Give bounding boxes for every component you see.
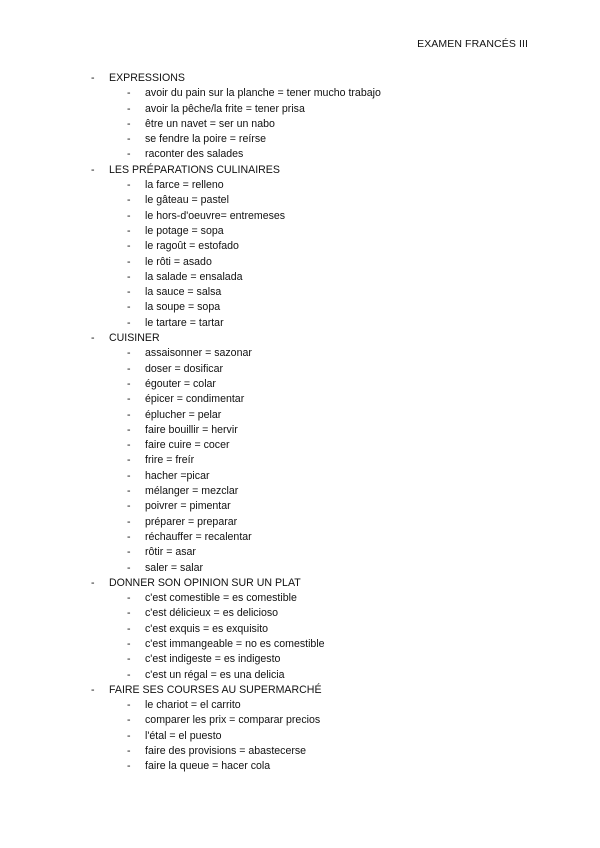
- document-header-title: EXAMEN FRANCÉS III: [417, 38, 528, 50]
- list-item: [0, 622, 600, 637]
- list-item: [0, 408, 600, 423]
- vocab-entry: poivrer = pimentar: [145, 500, 231, 513]
- bullet-dash: -: [127, 408, 131, 421]
- list-item: [0, 469, 600, 484]
- bullet-dash: -: [127, 102, 131, 115]
- bullet-dash: -: [127, 377, 131, 390]
- vocab-entry: faire cuire = cocer: [145, 439, 230, 452]
- bullet-dash: -: [127, 760, 131, 773]
- vocab-entry: le ragoût = estofado: [145, 240, 239, 253]
- list-item: [0, 285, 600, 300]
- vocab-entry: le rôti = asado: [145, 255, 212, 268]
- bullet-dash: -: [127, 607, 131, 620]
- list-item: [0, 515, 600, 530]
- list-item: [0, 637, 600, 652]
- bullet-dash: -: [127, 362, 131, 375]
- bullet-dash: -: [127, 515, 131, 528]
- vocab-entry: doser = dosificar: [145, 362, 224, 375]
- section-heading: [0, 331, 600, 346]
- list-item: [0, 239, 600, 254]
- vocab-entry: préparer = preparar: [145, 515, 238, 528]
- bullet-dash: -: [91, 72, 95, 84]
- list-item: [0, 591, 600, 606]
- vocab-entry: mélanger = mezclar: [145, 485, 239, 498]
- bullet-dash: -: [127, 240, 131, 253]
- list-item: [0, 346, 600, 361]
- vocab-entry: la salade = ensalada: [145, 270, 243, 283]
- list-item: [0, 484, 600, 499]
- vocab-entry: assaisonner = sazonar: [145, 347, 252, 360]
- bullet-dash: -: [127, 439, 131, 452]
- bullet-dash: -: [127, 546, 131, 559]
- bullet-dash: -: [127, 347, 131, 360]
- vocab-entry: le chariot = el carrito: [145, 699, 241, 712]
- list-item: [0, 759, 600, 774]
- list-item: [0, 300, 600, 315]
- vocab-entry: c'est exquis = es exquisito: [145, 622, 269, 635]
- vocab-entry: égouter = colar: [145, 377, 216, 390]
- vocab-entry: éplucher = pelar: [145, 408, 222, 421]
- vocab-entry: rôtir = asar: [145, 546, 196, 559]
- list-item: [0, 147, 600, 162]
- vocab-entry: l'étal = el puesto: [145, 729, 222, 742]
- bullet-dash: -: [127, 194, 131, 207]
- list-item: [0, 270, 600, 285]
- list-item: [0, 117, 600, 132]
- bullet-dash: -: [91, 332, 95, 345]
- vocab-entry: comparer les prix = comparar precios: [145, 714, 321, 727]
- vocab-entry: saler = salar: [145, 561, 203, 574]
- list-item: [0, 224, 600, 239]
- list-item: [0, 561, 600, 576]
- bullet-dash: -: [127, 699, 131, 712]
- list-item: [0, 545, 600, 560]
- vocab-entry: être un navet = ser un nabo: [145, 117, 275, 130]
- list-item: [0, 316, 600, 331]
- vocab-entry: le tartare = tartar: [145, 316, 224, 329]
- vocab-entry: raconter des salades: [145, 148, 244, 161]
- bullet-dash: -: [127, 745, 131, 758]
- bullet-dash: -: [127, 653, 131, 666]
- list-item: [0, 453, 600, 468]
- list-item: [0, 652, 600, 667]
- bullet-dash: -: [127, 469, 131, 482]
- vocab-entry: se fendre la poire = reírse: [145, 133, 267, 146]
- bullet-dash: -: [127, 622, 131, 635]
- vocab-entry: c'est délicieux = es delicioso: [145, 607, 279, 620]
- list-item: [0, 744, 600, 759]
- list-item: [0, 102, 600, 117]
- section-heading: [0, 71, 600, 86]
- bullet-dash: -: [127, 301, 131, 314]
- vocab-entry: hacher =picar: [145, 469, 210, 482]
- bullet-dash: -: [127, 224, 131, 237]
- bullet-dash: -: [91, 683, 95, 696]
- vocab-entry: le gâteau = pastel: [145, 194, 229, 207]
- bullet-dash: -: [91, 576, 95, 589]
- section-title: LES PRÉPARATIONS CULINAIRES: [109, 163, 280, 176]
- section-heading: [0, 576, 600, 591]
- section-title: EXPRESSIONS: [109, 72, 185, 84]
- list-item: [0, 423, 600, 438]
- bullet-dash: -: [127, 117, 131, 130]
- list-item: [0, 499, 600, 514]
- bullet-dash: -: [91, 163, 95, 176]
- vocab-entry: c'est un régal = es una delicia: [145, 668, 285, 681]
- list-item: [0, 438, 600, 453]
- bullet-dash: -: [127, 316, 131, 329]
- section-title: CUISINER: [109, 332, 160, 345]
- list-item: [0, 86, 600, 101]
- bullet-dash: -: [127, 270, 131, 283]
- bullet-dash: -: [127, 561, 131, 574]
- vocab-entry: faire la queue = hacer cola: [145, 760, 271, 773]
- vocab-entry: la soupe = sopa: [145, 301, 221, 314]
- list-item: [0, 132, 600, 147]
- list-item: [0, 362, 600, 377]
- list-item: [0, 209, 600, 224]
- bullet-dash: -: [127, 423, 131, 436]
- bullet-dash: -: [127, 393, 131, 406]
- vocab-entry: faire des provisions = abastecerse: [145, 745, 307, 758]
- bullet-dash: -: [127, 530, 131, 543]
- list-item: [0, 193, 600, 208]
- list-item: [0, 178, 600, 193]
- vocab-entry: avoir la pêche/la frite = tener prisa: [145, 102, 305, 115]
- bullet-dash: -: [127, 729, 131, 742]
- vocab-entry: le potage = sopa: [145, 224, 224, 237]
- vocab-entry: la farce = relleno: [145, 179, 224, 192]
- section-title: FAIRE SES COURSES AU SUPERMARCHÉ: [109, 683, 322, 696]
- vocab-entry: frire = freír: [145, 454, 195, 467]
- section-heading: [0, 683, 600, 698]
- bullet-dash: -: [127, 179, 131, 192]
- bullet-dash: -: [127, 500, 131, 513]
- vocab-entry: la sauce = salsa: [145, 286, 222, 299]
- vocab-entry: avoir du pain sur la planche = tener mucho trabajo: [145, 87, 381, 100]
- list-item: [0, 530, 600, 545]
- list-item: [0, 698, 600, 713]
- bullet-dash: -: [127, 209, 131, 222]
- bullet-dash: -: [127, 87, 131, 100]
- vocab-entry: c'est indigeste = es indigesto: [145, 653, 281, 666]
- list-item: [0, 606, 600, 621]
- bullet-dash: -: [127, 133, 131, 146]
- vocab-entry: le hors-d'oeuvre= entremeses: [145, 209, 286, 222]
- vocab-entry: c'est comestible = es comestible: [145, 592, 297, 605]
- list-item: [0, 668, 600, 683]
- vocab-entry: épicer = condimentar: [145, 393, 245, 406]
- list-item: [0, 377, 600, 392]
- section-title: DONNER SON OPINION SUR UN PLAT: [109, 576, 301, 589]
- list-item: [0, 392, 600, 407]
- vocab-entry: réchauffer = recalentar: [145, 530, 252, 543]
- bullet-dash: -: [127, 668, 131, 681]
- bullet-dash: -: [127, 454, 131, 467]
- bullet-dash: -: [127, 592, 131, 605]
- list-item: [0, 713, 600, 728]
- bullet-dash: -: [127, 286, 131, 299]
- bullet-dash: -: [127, 714, 131, 727]
- vocabulary-list: [0, 71, 600, 775]
- bullet-dash: -: [127, 485, 131, 498]
- vocab-entry: faire bouillir = hervir: [145, 423, 238, 436]
- vocab-entry: c'est immangeable = no es comestible: [145, 637, 325, 650]
- section-heading: [0, 163, 600, 178]
- bullet-dash: -: [127, 148, 131, 161]
- list-item: [0, 255, 600, 270]
- list-item: [0, 729, 600, 744]
- bullet-dash: -: [127, 255, 131, 268]
- bullet-dash: -: [127, 637, 131, 650]
